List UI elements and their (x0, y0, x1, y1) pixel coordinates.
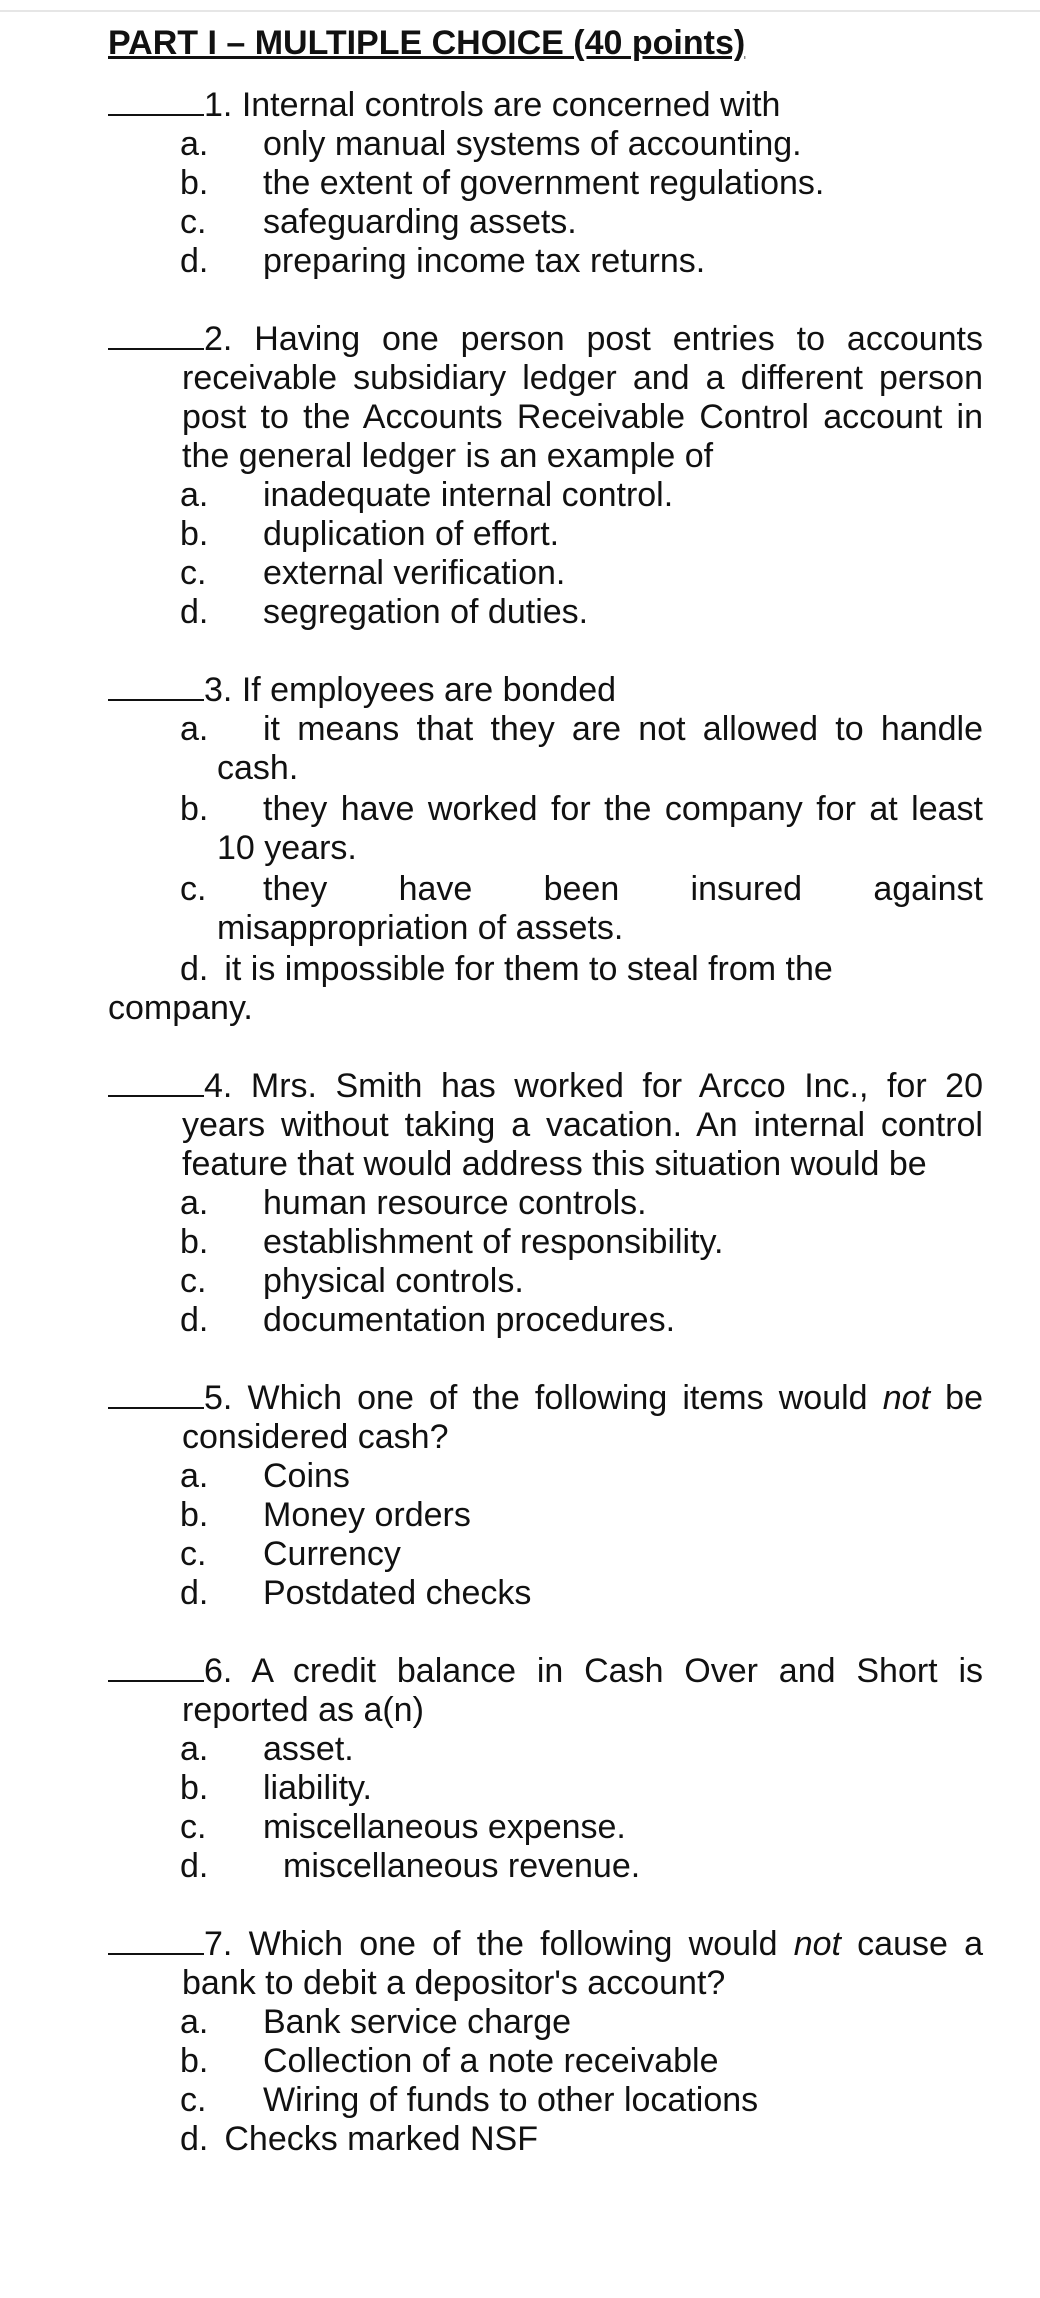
option-text: it means that they are not allowed to handle (263, 710, 983, 748)
option-text: establishment of responsibility. (263, 1223, 724, 1261)
question-number: 6. (204, 1652, 233, 1690)
option-c (108, 554, 983, 593)
option-letter: b. (180, 790, 209, 828)
option-text: segregation of duties. (263, 593, 589, 631)
option-letter: a. (180, 1457, 209, 1495)
option-c (108, 1808, 983, 1847)
option-text-continued: 10 years. (217, 829, 357, 867)
question-number: 3. (204, 671, 233, 709)
option-b (108, 515, 983, 554)
option-text: safeguarding assets. (263, 203, 577, 241)
option-letter: c. (180, 203, 207, 241)
answer-blank[interactable] (108, 672, 204, 701)
question-number: 7. (204, 1925, 233, 1963)
question-number: 1. (204, 86, 233, 124)
option-letter: c. (180, 1808, 207, 1846)
option-text: Coins (263, 1457, 350, 1495)
question-text: If employees are bonded (241, 671, 617, 709)
option-a (108, 2003, 983, 2042)
option-b (108, 790, 983, 868)
option-text: they have worked for the company for at least (263, 790, 983, 828)
option-a (108, 476, 983, 515)
option-letter: a. (180, 125, 209, 163)
option-letter: a. (180, 2003, 209, 2041)
question-text: Mrs. Smith has worked for Arcco Inc., for 20 years without taking a vacation. An internal control feature that would address this situation would be (182, 1067, 983, 1183)
option-letter: a. (180, 1184, 209, 1222)
question-number: 2. (204, 320, 233, 358)
option-text: the extent of government regulations. (263, 164, 825, 202)
option-d (108, 242, 983, 281)
option-text: it is impossible for them to steal from the (224, 950, 833, 988)
option-d-continued: company. (108, 989, 253, 1027)
option-text: asset. (263, 1730, 354, 1768)
question-stem (108, 320, 983, 476)
question-5 (108, 1379, 983, 1613)
option-d (108, 1301, 983, 1340)
option-a (108, 1457, 983, 1496)
option-b (108, 2042, 983, 2081)
question-stem (108, 671, 983, 710)
option-letter: a. (180, 476, 209, 514)
question-3 (108, 671, 983, 1028)
option-letter: c. (180, 1262, 207, 1300)
option-letter: b. (180, 1223, 209, 1261)
option-text: duplication of effort. (263, 515, 560, 553)
option-letter: b. (180, 1769, 209, 1807)
option-letter: d. (180, 242, 209, 280)
answer-blank[interactable] (108, 321, 204, 350)
option-text: documentation procedures. (263, 1301, 676, 1339)
answer-blank[interactable] (108, 1926, 204, 1955)
option-letter: b. (180, 2042, 209, 2080)
option-a (108, 125, 983, 164)
option-letter: a. (180, 1730, 209, 1768)
option-text: external verification. (263, 554, 566, 592)
question-stem (108, 1925, 983, 2003)
question-text: Which one of the following would (248, 1925, 778, 1963)
option-letter: a. (180, 710, 209, 748)
option-letter: b. (180, 515, 209, 553)
question-stem (108, 1067, 983, 1184)
option-text: Wiring of funds to other locations (263, 2081, 759, 2119)
option-letter: d. (180, 1301, 209, 1339)
part-heading: PART I – MULTIPLE CHOICE (40 points) (108, 24, 746, 62)
option-text: liability. (263, 1769, 372, 1807)
option-letter: d. (180, 1574, 209, 1612)
question-6 (108, 1652, 983, 1886)
question-2 (108, 320, 983, 632)
option-c (108, 1535, 983, 1574)
option-text: they have been insured against (263, 870, 983, 908)
option-text: inadequate internal control. (263, 476, 674, 514)
option-d (108, 950, 983, 989)
option-text: Checks marked NSF (224, 2120, 538, 2158)
option-b (108, 1496, 983, 1535)
question-text-end: cause a bank to debit a depositor's account? (182, 1925, 983, 2002)
question-text-end: be considered cash? (182, 1379, 983, 1456)
option-text-continued: misappropriation of assets. (217, 909, 624, 947)
option-letter: b. (180, 1496, 209, 1534)
option-text-continued: cash. (217, 749, 299, 787)
answer-blank[interactable] (108, 1068, 204, 1097)
option-letter: c. (180, 554, 207, 592)
question-4 (108, 1067, 983, 1340)
option-c (108, 1262, 983, 1301)
option-text: Bank service charge (263, 2003, 572, 2041)
option-text: Currency (263, 1535, 401, 1573)
answer-blank[interactable] (108, 1380, 204, 1409)
question-text: Having one person post entries to accounts receivable subsidiary ledger and a different person post to the Accounts Receivable Control account in the general ledger is an example of (182, 320, 984, 475)
question-7 (108, 1925, 983, 2159)
option-letter: d. (180, 2120, 209, 2158)
question-text: Internal controls are concerned with (241, 86, 781, 124)
question-1 (108, 86, 983, 281)
option-d (108, 2120, 983, 2159)
answer-blank[interactable] (108, 1653, 204, 1682)
option-a (108, 710, 983, 788)
question-number: 4. (204, 1067, 233, 1105)
option-d (108, 593, 983, 632)
option-b (108, 1223, 983, 1262)
question-stem (108, 1379, 983, 1457)
emphasis-not: not (882, 1379, 931, 1417)
answer-blank[interactable] (108, 87, 204, 116)
option-b (108, 1769, 983, 1808)
question-text: Which one of the following items would (247, 1379, 868, 1417)
option-text: only manual systems of accounting. (263, 125, 802, 163)
option-text: Collection of a note receivable (263, 2042, 719, 2080)
option-text: physical controls. (263, 1262, 524, 1300)
option-text: Postdated checks (263, 1574, 532, 1612)
option-c (108, 203, 983, 242)
option-text: preparing income tax returns. (263, 242, 706, 280)
option-letter: c. (180, 870, 207, 908)
option-d (108, 1574, 983, 1613)
option-d (108, 1847, 983, 1886)
option-letter: d. (180, 593, 209, 631)
question-number: 5. (204, 1379, 233, 1417)
exam-page (108, 22, 983, 2198)
top-divider (0, 10, 1040, 12)
option-letter: c. (180, 1535, 207, 1573)
option-letter: d. (180, 1847, 209, 1885)
option-letter: d. (180, 950, 209, 988)
question-text: A credit balance in Cash Over and Short is reported as a(n) (182, 1652, 983, 1729)
option-c (108, 2081, 983, 2120)
option-text: miscellaneous expense. (263, 1808, 626, 1846)
option-a (108, 1184, 983, 1223)
option-letter: b. (180, 164, 209, 202)
option-text: miscellaneous revenue. (283, 1847, 641, 1885)
option-c (108, 870, 983, 948)
option-text: Money orders (263, 1496, 471, 1534)
option-letter: c. (180, 2081, 207, 2119)
question-stem (108, 1652, 983, 1730)
question-stem (108, 86, 983, 125)
emphasis-not: not (793, 1925, 841, 1963)
option-b (108, 164, 983, 203)
option-a (108, 1730, 983, 1769)
option-text: human resource controls. (263, 1184, 647, 1222)
